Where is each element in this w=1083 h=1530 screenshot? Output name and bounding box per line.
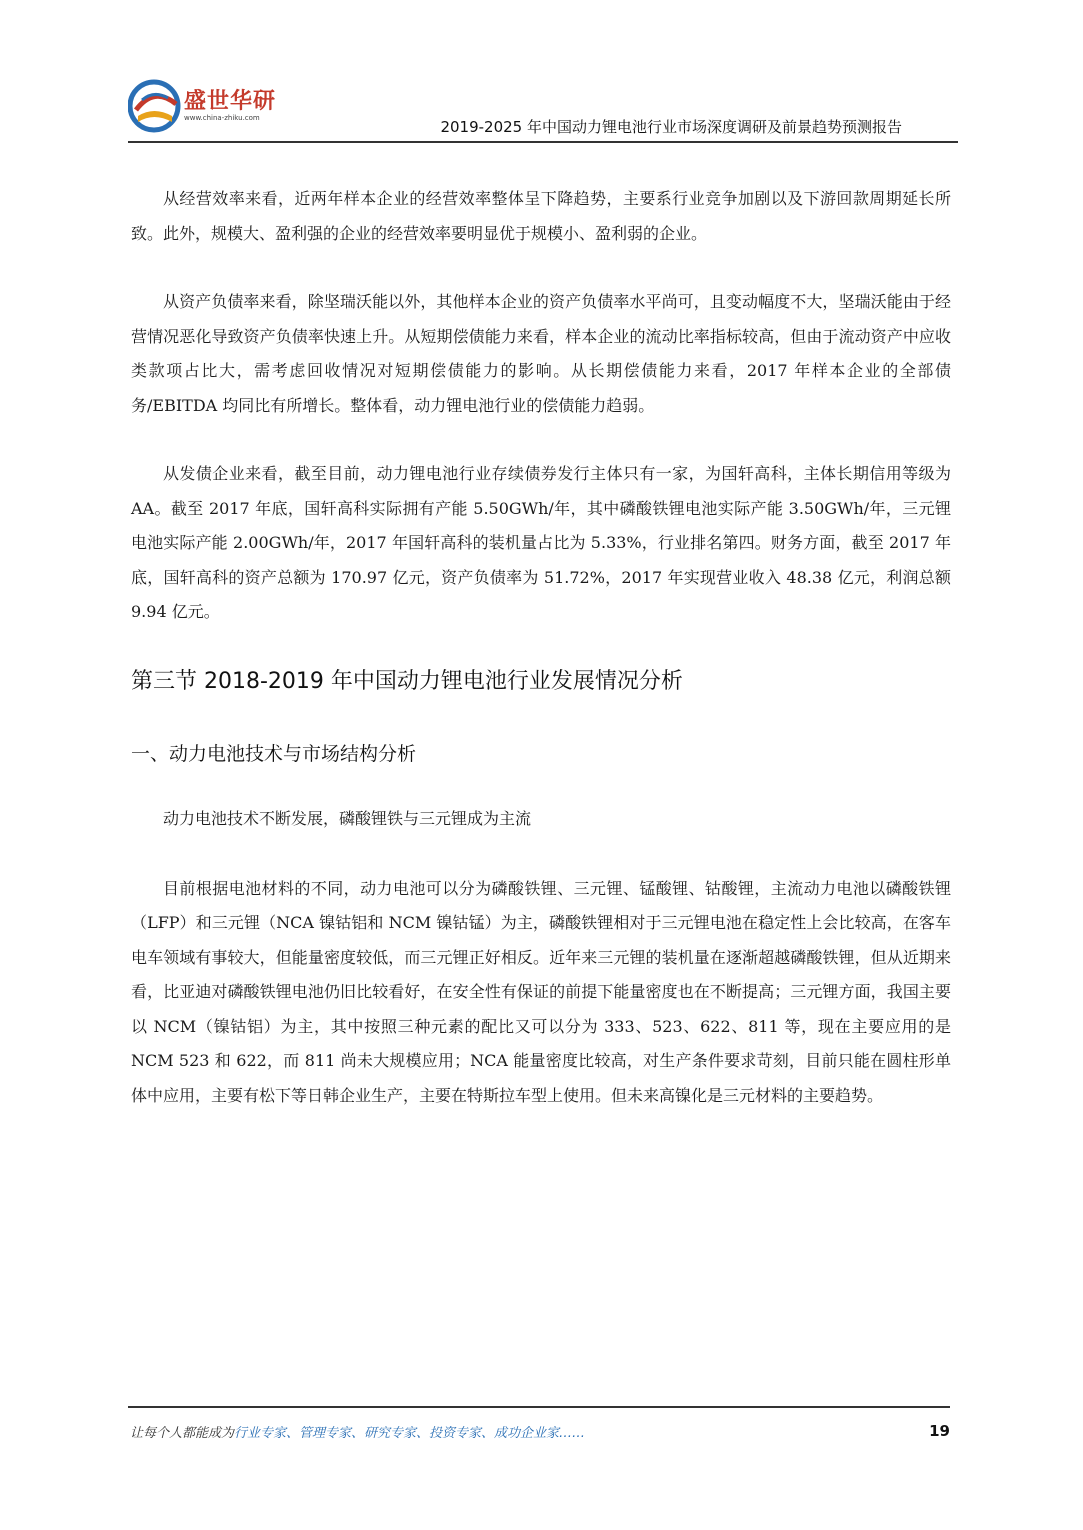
header-divider — [128, 141, 958, 143]
paragraph: 从发债企业来看，截至目前，动力锂电池行业存续债券发行主体只有一家，为国轩高科，主体长期信用等级为 AA。截至 2017 年底，国轩高科实际拥有产能 5.50GWh/年，其中磷酸铁锂电池实际产能 3.50GWh/年，三元锂电池实际产能 2.00GWh/年，2017 年国轩高科的装机量占比为 5.33%，行业排名第四。财务方面，截至 2017 年底，国轩高科的资产总额为 170.97 亿元，资产负债率为 51.72%，2017 年实现营业收入 48.38 亿元，利润总额 9.94 亿元。 — [131, 464, 951, 621]
page-number: 19 — [929, 1422, 950, 1440]
footer-slogan-prefix: 让每个人都能成为 — [130, 1426, 235, 1441]
page-header — [128, 70, 958, 142]
section-title: 第三节 2018-2019 年中国动力锂电池行业发展情况分析 — [131, 668, 683, 694]
paragraph: 目前根据电池材料的不同，动力电池可以分为磷酸铁锂、三元锂、锰酸锂、钴酸锂，主流动力电池以磷酸铁锂（LFP）和三元锂（NCA 镍钴铝和 NCM 镍钴锰）为主，磷酸铁锂相对于三元锂电池在稳定性上会比较高，在客车电车领域有事较大，但能量密度较低，而三元锂正好相反。近年来三元锂的装机量在逐渐超越磷酸铁锂，但从近期来看，比亚迪对磷酸铁锂电池仍旧比较看好，在安全性有保证的前提下能量密度也在不断提高；三元锂方面，我国主要以 NCM（镍钴铝）为主，其中按照三种元素的配比又可以分为 333、523、622、811 等，现在主要应用的是 NCM 523 和 622，而 811 尚未大规模应用；NCA 能量密度比较高，对生产条件要求苛刻，目前只能在圆柱形单体中应用，主要有松下等日韩企业生产，主要在特斯拉车型上使用。但未来高镍化是三元材料的主要趋势。 — [131, 878, 951, 1105]
subsection-title: 一、动力电池技术与市场结构分析 — [131, 742, 417, 765]
paragraph: 从资产负债率来看，除坚瑞沃能以外，其他样本企业的资产负债率水平尚可，且变动幅度不大，坚瑞沃能由于经营情况恶化导致资产负债率快速上升。从短期偿债能力来看，样本企业的流动比率指标较高，但由于流动资产中应收类款项占比大，需考虑回收情况对短期偿债能力的影响。从长期偿债能力来看，2017 年样本企业的全部债务/EBITDA 均同比有所增长。整体看，动力锂电池行业的偿债能力趋弱。 — [131, 292, 951, 415]
page-footer — [130, 1422, 950, 1441]
report-title: 2019-2025 年中国动力锂电池行业市场深度调研及前景趋势预测报告 — [440, 118, 902, 136]
footer-divider — [128, 1406, 950, 1408]
logo-url: www.china-zhiku.com — [184, 114, 260, 122]
page-content — [131, 182, 951, 1147]
logo-name: 盛世华研 — [184, 89, 277, 114]
sub-heading: 动力电池技术不断发展，磷酸锂铁与三元锂成为主流 — [163, 808, 532, 828]
footer-slogan-highlight: 行业专家、管理专家、研究专家、投资专家、成功企业家…… — [234, 1426, 586, 1441]
paragraph: 从经营效率来看，近两年样本企业的经营效率整体呈下降趋势，主要系行业竞争加剧以及下游回款周期延长所致。此外，规模大、盈利强的企业的经营效率要明显优于规模小、盈利弱的企业。 — [131, 189, 951, 243]
